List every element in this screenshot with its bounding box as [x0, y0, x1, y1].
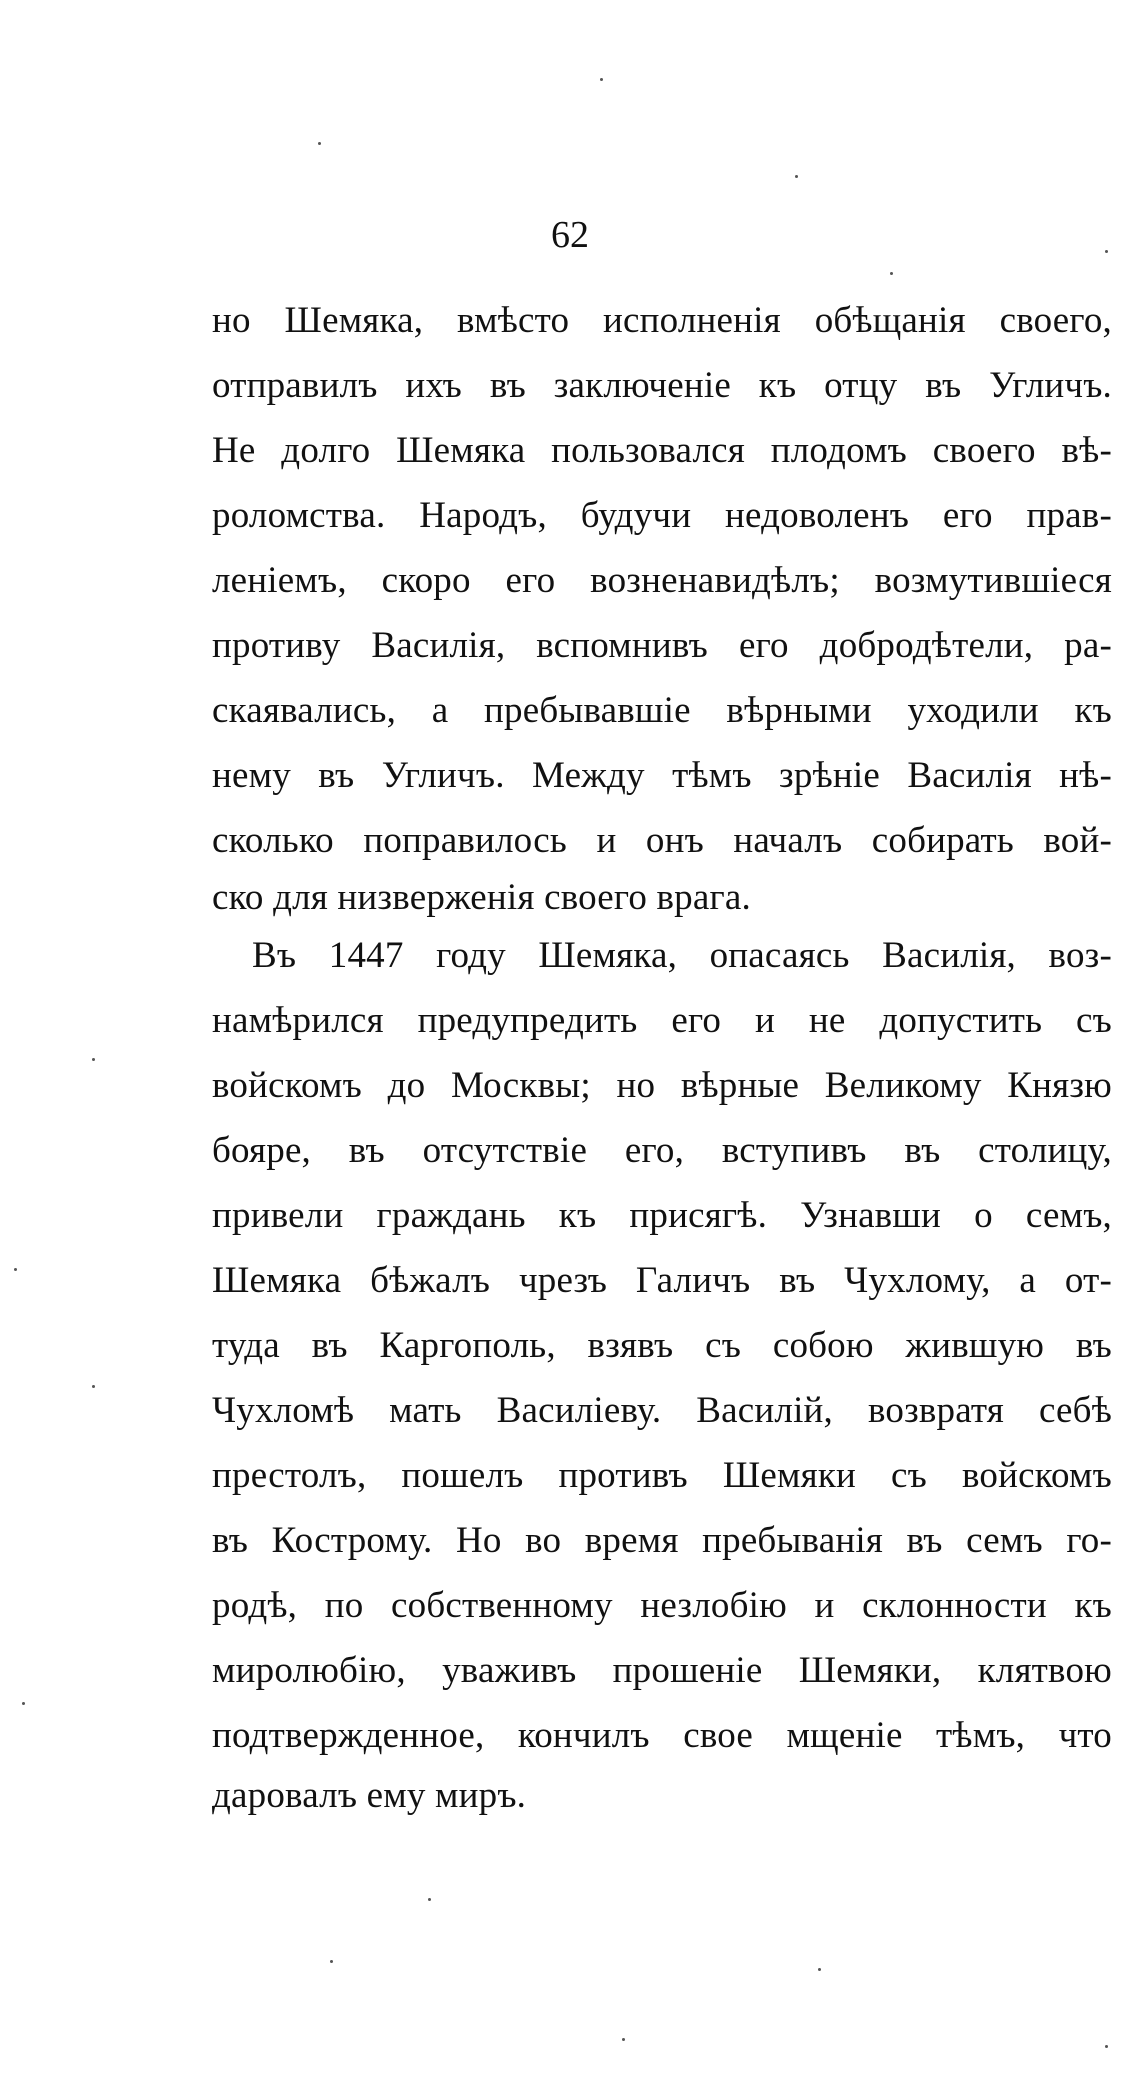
page-number: 62 [551, 214, 589, 256]
text-line: но Шемяка, вмѣсто исполненія обѣщанія своего, [212, 300, 1112, 341]
text-line: родѣ, по собственному незлобію и склонности къ [212, 1585, 1112, 1626]
text-line: противу Василія, вспомнивъ его добродѣтели, ра- [212, 625, 1112, 666]
text-line: престолъ, пошелъ противъ Шемяки съ войскомъ [212, 1455, 1112, 1496]
text-line: бояре, въ отсутствіе его, вступивъ въ столицу, [212, 1130, 1112, 1171]
scan-speck [92, 1058, 95, 1061]
scan-speck [890, 272, 893, 275]
text-line: привели граждань къ присягѣ. Узнавши о семъ, [212, 1195, 1112, 1236]
text-line: въ Кострому. Но во время пребыванія въ семъ го- [212, 1520, 1112, 1561]
text-line: туда въ Каргополь, взявъ съ собою жившую въ [212, 1325, 1112, 1366]
scan-speck [22, 1702, 25, 1705]
scan-speck [318, 142, 321, 145]
scan-speck [92, 1385, 95, 1388]
scan-speck [795, 175, 798, 178]
scan-speck [600, 78, 603, 81]
scan-speck [622, 2038, 625, 2041]
text-line: войскомъ до Москвы; но вѣрные Великому Князю [212, 1065, 1112, 1106]
text-line: нему въ Угличъ. Между тѣмъ зрѣніе Василія нѣ- [212, 755, 1112, 796]
text-line: леніемъ, скоро его возненавидѣлъ; возмутившіеся [212, 560, 1112, 601]
text-line: Въ 1447 году Шемяка, опасаясь Василія, воз- [252, 935, 1112, 976]
scan-speck [1105, 250, 1108, 253]
text-line: сколько поправилось и онъ началъ собирать вой- [212, 820, 1112, 861]
text-line: скаявались, а пребывавшіе вѣрными уходили къ [212, 690, 1112, 731]
scan-speck [428, 1898, 431, 1901]
scan-speck [818, 1968, 821, 1971]
text-line: Чухломѣ мать Василіеву. Василій, возвратя себѣ [212, 1390, 1112, 1431]
text-line: Не долго Шемяка пользовался плодомъ своего вѣ- [212, 430, 1112, 471]
scan-speck [14, 1268, 17, 1271]
scan-speck [1105, 2045, 1108, 2048]
text-line: подтвержденное, кончилъ свое мщеніе тѣмъ, что [212, 1715, 1112, 1756]
text-line: отправилъ ихъ въ заключеніе къ отцу въ Угличъ. [212, 365, 1112, 406]
text-line: роломства. Народъ, будучи недоволенъ его прав- [212, 495, 1112, 536]
scan-speck [330, 1960, 333, 1963]
text-line: ско для низверженія своего врага. [212, 877, 751, 918]
text-line: даровалъ ему миръ. [212, 1775, 527, 1816]
text-line: Шемяка бѣжалъ чрезъ Галичъ въ Чухлому, а от- [212, 1260, 1112, 1301]
text-line: намѣрился предупредить его и не допустить съ [212, 1000, 1112, 1041]
text-line: миролюбію, уваживъ прошеніе Шемяки, клятвою [212, 1650, 1112, 1691]
